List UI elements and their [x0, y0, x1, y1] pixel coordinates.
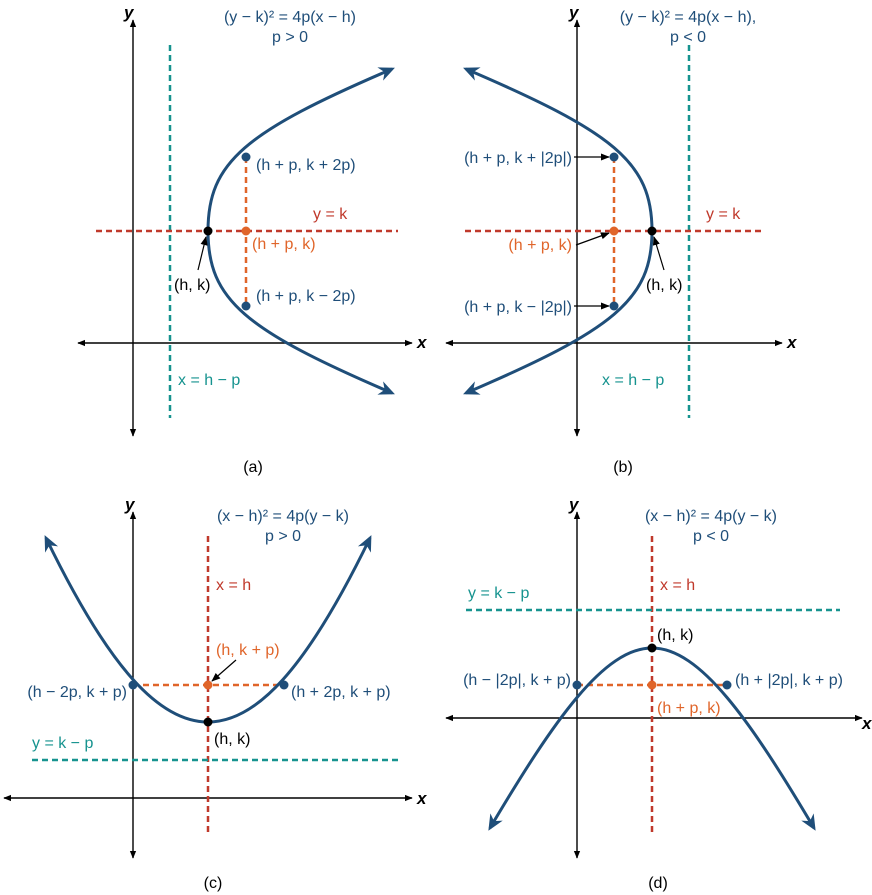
- latus-left-label: (h − 2p, k + p): [27, 684, 127, 701]
- vertex-label: (h, k): [657, 627, 694, 644]
- focus-label: (h, k + p): [216, 642, 280, 659]
- vertex-point: [204, 227, 213, 236]
- panel-caption: (c): [203, 875, 223, 892]
- directrix-label: x = h − p: [178, 372, 241, 389]
- equation-line1: (y − k)² = 4p(x − h): [223, 9, 357, 26]
- latus-top-label: (h + p, k + |2p|): [464, 150, 572, 167]
- directrix-label: y = k − p: [468, 585, 530, 602]
- equation-line2: p < 0: [692, 528, 730, 545]
- equation-line1: (y − k)² = 4p(x − h),: [619, 9, 757, 26]
- latus-right-point: [280, 681, 289, 690]
- directrix-label: x = h − p: [602, 372, 665, 389]
- panel-d: [446, 495, 872, 892]
- focus-pointer: [212, 660, 236, 681]
- focus-point: [242, 227, 251, 236]
- focus-point: [204, 681, 213, 690]
- latus-left-point: [573, 681, 582, 690]
- equation-line1: (x − h)² = 4p(y − k): [644, 508, 778, 525]
- panel-caption: (d): [648, 875, 668, 892]
- panel-c: [4, 495, 428, 892]
- panel-a: [78, 3, 428, 476]
- latus-top-label: (h + p, k + 2p): [256, 157, 356, 174]
- axis-of-symmetry-label: x = h: [660, 577, 696, 594]
- focus-point: [610, 227, 619, 236]
- vertex-pointer: [198, 237, 206, 270]
- vertex-point: [648, 227, 657, 236]
- focus-label: (h + p, k): [508, 237, 572, 254]
- focus-pointer: [576, 233, 609, 245]
- x-axis-label: x: [417, 333, 427, 352]
- latus-bottom-point: [610, 302, 619, 311]
- axis-of-symmetry-label: y = k: [706, 206, 741, 223]
- focus-label: (h + p, k): [657, 700, 721, 717]
- latus-top-point: [610, 153, 619, 162]
- axis-of-symmetry-label: y = k: [313, 206, 348, 223]
- focus-point: [648, 681, 657, 690]
- vertex-pointer: [654, 237, 664, 270]
- focus-label: (h + p, k): [252, 236, 316, 253]
- directrix-label: y = k − p: [32, 735, 94, 752]
- latus-left-label: (h − |2p|, k + p): [463, 672, 571, 689]
- vertex-point: [648, 644, 657, 653]
- panel-caption: (b): [613, 459, 633, 476]
- latus-bottom-label: (h + p, k − |2p|): [464, 299, 572, 316]
- x-axis-label: x: [787, 333, 797, 352]
- panel-b: [446, 3, 798, 476]
- latus-top-point: [242, 153, 251, 162]
- x-axis-label: x: [417, 789, 427, 808]
- y-axis-label: y: [569, 495, 579, 514]
- equation-line1: (x − h)² = 4p(y − k): [216, 508, 350, 525]
- x-axis-label: x: [862, 714, 872, 733]
- vertex-point: [204, 718, 213, 727]
- vertex-label: (h, k): [646, 277, 683, 294]
- latus-bottom-label: (h + p, k − 2p): [256, 288, 356, 305]
- latus-left-point: [129, 681, 138, 690]
- y-axis-label: y: [124, 3, 134, 22]
- equation-line2: p > 0: [271, 29, 309, 46]
- axis-of-symmetry-label: x = h: [216, 577, 252, 594]
- y-axis-label: y: [125, 495, 135, 514]
- latus-right-label: (h + 2p, k + p): [291, 684, 391, 701]
- equation-line2: p > 0: [264, 528, 302, 545]
- latus-bottom-point: [242, 302, 251, 311]
- panel-caption: (a): [243, 459, 263, 476]
- latus-right-label: (h + |2p|, k + p): [735, 672, 843, 689]
- equation-line2: p < 0: [669, 29, 707, 46]
- latus-right-point: [723, 681, 732, 690]
- y-axis-label: y: [569, 3, 579, 22]
- vertex-label: (h, k): [214, 731, 251, 748]
- vertex-label: (h, k): [174, 277, 211, 294]
